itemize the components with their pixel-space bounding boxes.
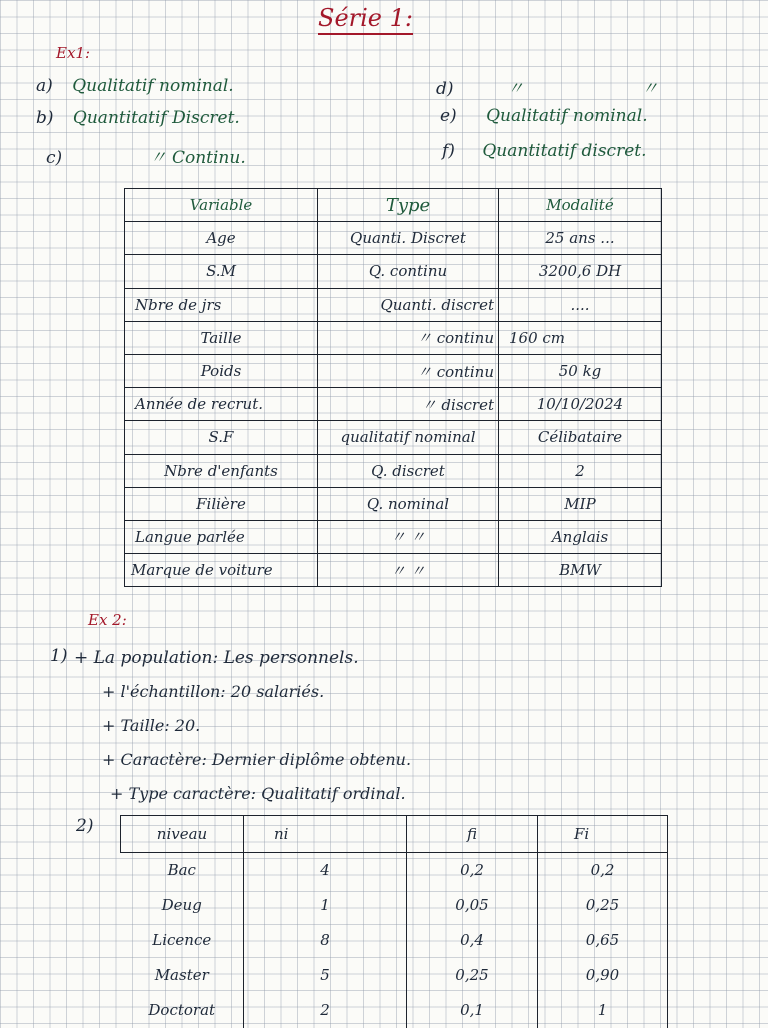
niveau-cell: Licence — [152, 931, 212, 949]
variable-cell: Taille — [125, 321, 318, 354]
type-cell: qualitatif nominal — [318, 421, 499, 454]
type-cell: 〃 〃 — [318, 520, 499, 553]
modalite-cell: Célibataire — [499, 421, 662, 454]
Fi-cell: 0,2 — [538, 853, 668, 888]
column-header-modalite: Modalité — [499, 189, 662, 222]
variable-cell: S.F — [125, 421, 318, 454]
type-cell: 〃 continu — [318, 354, 499, 387]
table-header-row — [125, 189, 662, 222]
table-row — [125, 321, 662, 354]
answer-line-taille: + Taille: 20. — [102, 716, 201, 735]
table-row — [121, 993, 668, 1028]
table-header-row — [121, 816, 668, 853]
column-header-variable: Variable — [125, 189, 318, 222]
ni-cell: 4 — [244, 853, 407, 888]
table-row — [125, 554, 662, 587]
Fi-cell: 0,90 — [538, 958, 668, 993]
answer-line-echantillon: + l'échantillon: 20 salariés. — [102, 682, 325, 701]
table-row — [125, 487, 662, 520]
modalite-cell: .... — [499, 288, 662, 321]
type-cell: 〃 continu — [318, 321, 499, 354]
table-row — [125, 454, 662, 487]
answer-line-caractere: + Caractère: Dernier diplôme obtenu. — [102, 750, 412, 769]
table-row — [121, 923, 668, 958]
answer-e — [440, 106, 648, 126]
question-1-number: 1) — [50, 646, 68, 666]
table-row — [125, 520, 662, 553]
answer-line-population: + La population: Les personnels. — [74, 648, 359, 668]
fi-cell: 0,1 — [407, 993, 538, 1028]
variables-table — [124, 188, 662, 587]
column-header-niveau: niveau — [121, 816, 244, 853]
question-2-number: 2) — [76, 816, 94, 836]
fi-cell: 0,4 — [407, 923, 538, 958]
answer-text: Quantitatif discret. — [482, 141, 647, 161]
answer-line-type-caractere: + Type caractère: Qualitatif ordinal. — [110, 784, 406, 803]
variable-cell: Marque de voiture — [125, 554, 318, 587]
variable-cell: Age — [125, 222, 318, 255]
type-cell: Quanti. discret — [318, 288, 499, 321]
table-row — [121, 888, 668, 923]
modalite-cell: MIP — [499, 487, 662, 520]
answer-c — [46, 143, 246, 168]
page-title: Série 1: — [318, 4, 413, 35]
type-cell: Q. discret — [318, 454, 499, 487]
variable-cell: Poids — [125, 354, 318, 387]
modalite-cell: 10/10/2024 — [499, 388, 662, 421]
modalite-cell: 160 cm — [499, 321, 662, 354]
column-header-fi: fi — [407, 816, 538, 853]
answer-b — [36, 108, 240, 128]
niveau-cell: Doctorat — [148, 1001, 216, 1019]
table-row — [121, 958, 668, 993]
type-cell: Quanti. Discret — [318, 222, 499, 255]
answer-letter: b) — [36, 108, 54, 128]
fi-cell: 0,25 — [407, 958, 538, 993]
variable-cell: Langue parlée — [125, 520, 318, 553]
table-row — [125, 222, 662, 255]
niveau-cell: Deug — [161, 896, 202, 914]
ni-cell: 2 — [244, 993, 407, 1028]
modalite-cell: BMW — [499, 554, 662, 587]
table-row — [125, 354, 662, 387]
Fi-cell: 0,65 — [538, 923, 668, 958]
fi-cell: 0,05 — [407, 888, 538, 923]
column-header-type: Type — [318, 189, 499, 222]
niveau-cell: Bac — [167, 861, 196, 880]
modalite-cell: 50 kg — [499, 354, 662, 387]
table-row — [125, 255, 662, 288]
variable-cell: Filière — [125, 487, 318, 520]
Fi-cell: 0,25 — [538, 888, 668, 923]
fi-cell: 0,2 — [407, 853, 538, 888]
modalite-cell: 2 — [499, 454, 662, 487]
answer-text: 〃 Continu. — [149, 148, 246, 168]
column-header-Fi: Fi — [538, 816, 668, 853]
answer-letter: a) — [36, 76, 53, 96]
answer-text: Qualitatif nominal. — [72, 76, 234, 96]
type-cell: 〃 〃 — [318, 554, 499, 587]
type-cell: 〃 discret — [318, 388, 499, 421]
column-header-ni: ni — [244, 816, 407, 853]
type-cell: Q. continu — [318, 255, 499, 288]
table-row — [125, 421, 662, 454]
variable-cell: S.M — [125, 255, 318, 288]
answer-f — [442, 141, 647, 161]
modalite-cell: Anglais — [499, 520, 662, 553]
exercise-2-label: Ex 2: — [88, 611, 127, 629]
answer-text: Qualitatif nominal. — [486, 106, 648, 126]
answer-letter: c) — [46, 148, 63, 168]
table-row — [125, 388, 662, 421]
answer-d — [436, 74, 714, 99]
Fi-cell: 1 — [538, 993, 668, 1028]
ni-cell: 5 — [244, 958, 407, 993]
variable-cell: Nbre de jrs — [125, 288, 318, 321]
variable-cell: Nbre d'enfants — [125, 454, 318, 487]
answer-a — [36, 76, 234, 96]
ni-cell: 8 — [244, 923, 407, 958]
answer-letter: f) — [442, 141, 455, 161]
type-cell: Q. nominal — [318, 487, 499, 520]
answer-text: Quantitatif Discret. — [72, 108, 240, 128]
frequency-table — [120, 815, 668, 1028]
table-row — [121, 853, 668, 888]
exercise-1-label: Ex1: — [56, 44, 91, 62]
table-row — [125, 288, 662, 321]
variable-cell: Année de recrut. — [125, 388, 318, 421]
answer-letter: e) — [440, 106, 457, 126]
modalite-cell: 25 ans ... — [499, 222, 662, 255]
niveau-cell: Master — [154, 966, 209, 984]
answer-text: 〃 〃 — [506, 79, 715, 99]
answer-letter: d) — [436, 79, 454, 99]
modalite-cell: 3200,6 DH — [499, 255, 662, 288]
ni-cell: 1 — [244, 888, 407, 923]
